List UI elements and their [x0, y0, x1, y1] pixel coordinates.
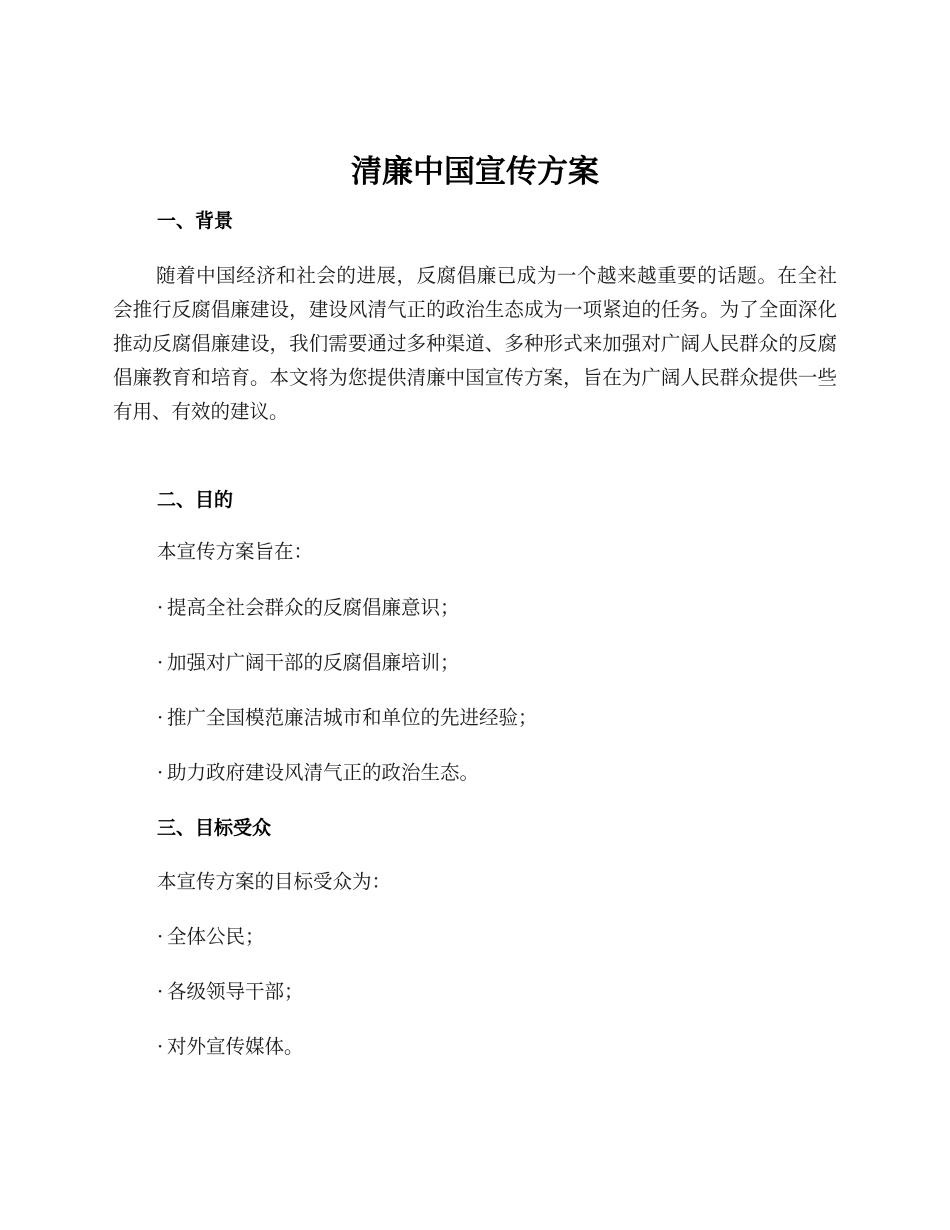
bullet-icon: ·	[157, 596, 164, 619]
bullet-icon: ·	[157, 651, 164, 674]
purpose-list-item	[157, 704, 538, 732]
audience-list-item	[157, 1033, 304, 1061]
audience-item-text: 各级领导干部；	[167, 980, 304, 1003]
section-heading-purpose: 二、目的	[157, 489, 234, 511]
purpose-list-item	[157, 594, 460, 622]
purpose-item-text: 助力政府建设风清气正的政治生态。	[167, 761, 480, 784]
purpose-list-item	[157, 759, 479, 787]
audience-list-item	[157, 978, 304, 1006]
bullet-icon: ·	[157, 761, 164, 784]
purpose-item-text: 推广全国模范廉洁城市和单位的先进经验；	[167, 706, 538, 729]
bullet-icon: ·	[157, 925, 164, 948]
bullet-icon: ·	[157, 980, 164, 1003]
bullet-icon: ·	[157, 706, 164, 729]
purpose-item-text: 加强对广阔干部的反腐倡廉培训；	[167, 651, 460, 674]
section-heading-audience: 三、目标受众	[157, 817, 272, 839]
audience-intro: 本宣传方案的目标受众为：	[157, 870, 392, 893]
audience-list-item	[157, 923, 265, 951]
audience-item-text: 对外宣传媒体。	[167, 1035, 304, 1058]
document-title: 清廉中国宣传方案	[351, 154, 599, 190]
bullet-icon: ·	[157, 1035, 164, 1058]
audience-item-text: 全体公民；	[167, 925, 265, 948]
purpose-item-text: 提高全社会群众的反腐倡廉意识；	[167, 596, 460, 619]
purpose-intro: 本宣传方案旨在：	[157, 540, 314, 563]
background-paragraph: 随着中国经济和社会的进展，反腐倡廉已成为一个越来越重要的话题。在全社会推行反腐倡廉建设，建设风清气正的政治生态成为一项紧迫的任务。为了全面深化推动反腐倡廉建设，我们需要通过多种渠道、多种形式来加强对广阔人民群众的反腐倡廉教育和培育。本文将为您提供清廉中国宣传方案，旨在为广阔人民群众提供一些有用、有效的建议。	[113, 264, 837, 423]
section-heading-background: 一、背景	[157, 210, 234, 232]
purpose-list-item	[157, 649, 460, 677]
